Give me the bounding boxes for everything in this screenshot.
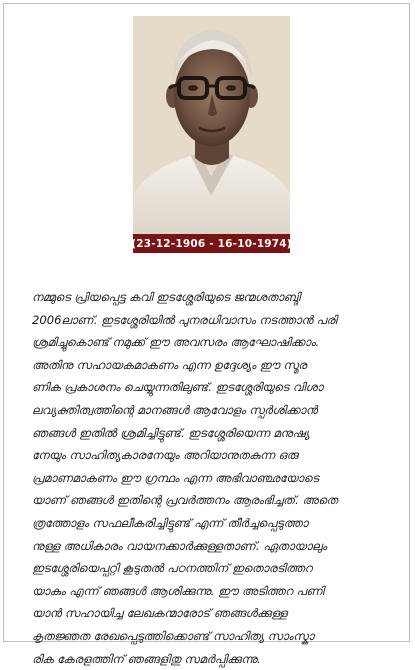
article-line: അതിനു സഹായകമാകണം എന്ന ഉദ്ദേശ്യം ഈ സ്മര [32, 354, 394, 377]
article-line: കൃതജ്ഞത രേഖപ്പെടുത്തിക്കൊണ്ട് സാഹിത്യ സാംസ്കാ [32, 625, 394, 648]
page-frame [3, 3, 410, 642]
article-line: 2006ലാണ്. ഇടശ്ശേരിയിൽ പുനരധിവാസം നടത്താൻ പരി [32, 309, 394, 332]
photo-caption: (23-12-1906 - 16-10-1974) [131, 238, 292, 250]
portrait-photo [133, 16, 290, 234]
photo-caption-bar [133, 234, 290, 253]
article-line: പ്രമാണമാകണം ഈ ഗ്രന്ഥം എന്ന അഭിവാഞ്ഛയോടെ [32, 467, 394, 490]
article-line: ഇടശ്ശേരിയെപ്പറ്റി കൂടുതൽ പഠനത്തിന് ഇതൊരടിത്തറ [32, 557, 394, 580]
article-line: ലവ്യക്തിത്വത്തിന്റെ മാനങ്ങൾ ആവോളം സ്പർശിക്കാൻ [32, 399, 394, 422]
article-line: ഞങ്ങൾ ഇതിൽ ശ്രമിച്ചിട്ടുണ്ട്. ഇടശ്ശേരിയെന്ന മനുഷ്യ [32, 422, 394, 445]
article-line: ശ്രമിച്ചുകൊണ്ട് നമുക്ക് ഈ അവസരം ആഘോഷിക്കാം. [32, 331, 394, 354]
article-body [32, 286, 394, 670]
article-line: നമ്മുടെ പ്രിയപ്പെട്ട കവി ഇടശ്ശേരിയുടെ ജന്മശതാബ്ദി [32, 286, 394, 309]
article-line: യാകും എന്ന് ഞങ്ങൾ ആശിക്കുന്നു. ഈ അടിത്തറ പണി [32, 580, 394, 603]
article-line: ത്രത്തോളം സഫലീകരിച്ചിട്ടുണ്ട് എന്ന് തീർച്ചപ്പെടുത്താ [32, 512, 394, 535]
article-line: രിക കേരളത്തിന് ഞങ്ങളിതു സമർപ്പിക്കുന്നു. [32, 648, 394, 670]
article-line: നുള്ള അധികാരം വായനക്കാർക്കുള്ളതാണ്. ഏതായാലും [32, 535, 394, 558]
article-line: യാൻ സഹായിച്ച ലേഖകന്മാരോട് ഞങ്ങൾക്കുള്ള [32, 602, 394, 625]
article-line: യാണ് ഞങ്ങൾ ഇതിന്റെ പ്രവർത്തനം ആരംഭിച്ചത്. അതെ [32, 489, 394, 512]
portrait-of-poet-icon [133, 16, 290, 234]
article-line: ണിക പ്രകാശനം ചെയ്യുന്നതിലുണ്ട്. ഇടശ്ശേരിയുടെ വിശാ [32, 376, 394, 399]
photo-block [133, 16, 290, 253]
article-line: നേയും സാഹിത്യകാരനേയും അറിയാനുതകുന്ന ഒരു [32, 444, 394, 467]
